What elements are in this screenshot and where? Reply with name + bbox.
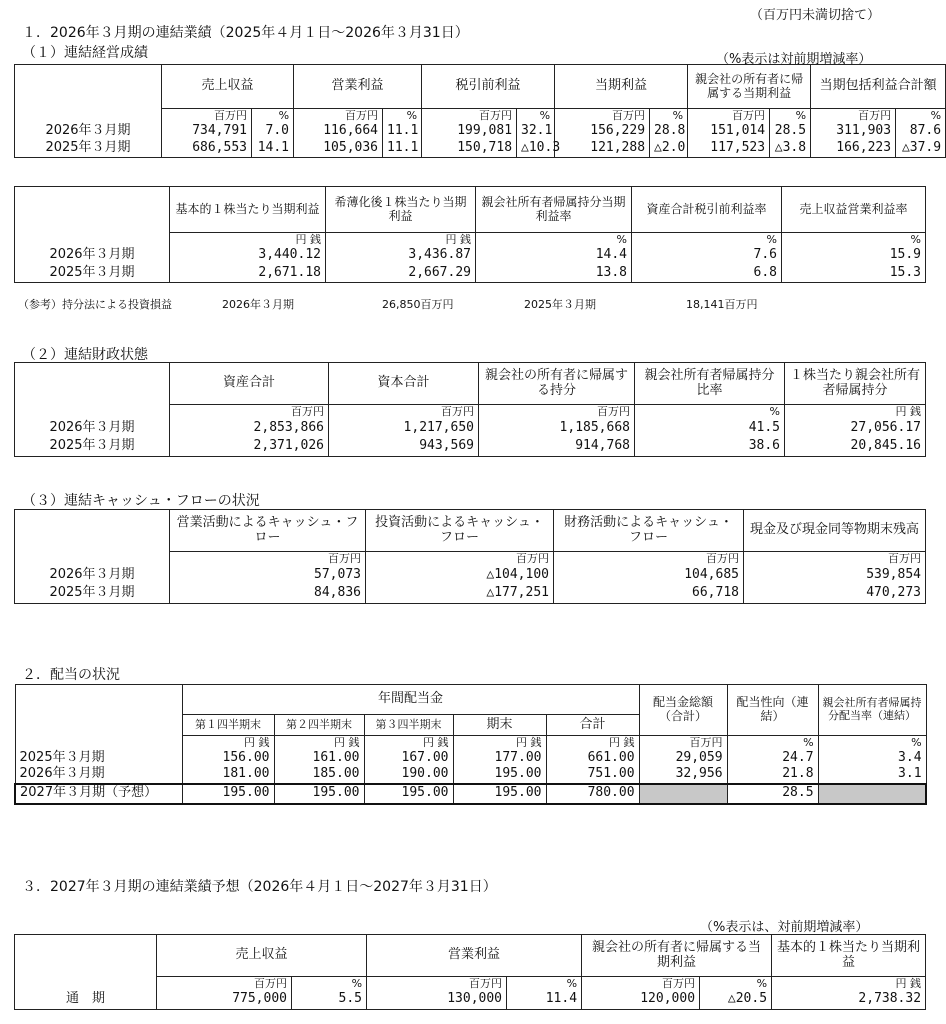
cell: 27,056.17 [785, 419, 926, 438]
cell: 130,000 [367, 991, 507, 1010]
row-label: 2026年３月期 [15, 419, 170, 438]
ref-period-2: 2025年３月期 [524, 298, 596, 311]
header-pretax-profit: 税引前利益 [422, 65, 555, 109]
cell: 780.00 [546, 784, 639, 804]
cell: 195.00 [453, 784, 546, 804]
cell: 24.7 [727, 750, 818, 767]
cell: 166,223 [811, 140, 896, 158]
cell: 66,718 [554, 585, 744, 604]
unit: 百万円 [555, 109, 650, 123]
unit: % [818, 736, 926, 750]
forecast-table [14, 934, 926, 1010]
cell: 539,854 [744, 566, 926, 585]
header-forecast-owners-profit: 親会社の所有者に帰属する当期利益 [582, 935, 772, 977]
cell: 751.00 [546, 767, 639, 784]
cell: 13.8 [476, 265, 632, 283]
header-net-profit: 当期利益 [555, 65, 688, 109]
header-total: 合計 [546, 715, 639, 736]
cell-blank-gray [639, 784, 727, 804]
unit: 円 銭 [785, 405, 926, 419]
cell: 1,185,668 [479, 419, 635, 438]
header-revenue: 売上収益 [162, 65, 294, 109]
pct-note: （%表示は対前期増減率） [716, 52, 872, 67]
subsection1-title: （１）連結経営成績 [22, 45, 148, 61]
unit-note: （百万円未満切捨て） [750, 8, 881, 23]
cell: 2,853,866 [170, 419, 329, 438]
header-q2: 第２四半期末 [274, 715, 364, 736]
unit: % [727, 736, 818, 750]
cell: 117,523 [688, 140, 770, 158]
cell: 156,229 [555, 123, 650, 140]
row-label: 2025年３月期 [15, 140, 162, 158]
unit: 百万円 [366, 552, 554, 566]
unit: 円 銭 [546, 736, 639, 750]
header-q3: 第３四半期末 [364, 715, 453, 736]
header-annual-dividend: 年間配当金 [182, 685, 639, 715]
cell: 311,903 [811, 123, 896, 140]
cell: 7.0 [252, 123, 294, 140]
cell: 2,671.18 [170, 265, 326, 283]
unit: 百万円 [582, 977, 700, 991]
unit: 百万円 [170, 552, 366, 566]
row-label: 2026年３月期 [15, 566, 170, 585]
cell: △2.0 [650, 140, 688, 158]
unit: 百万円 [554, 552, 744, 566]
cell: 943,569 [329, 438, 479, 457]
header-cash-end: 現金及び現金同等物期末残高 [744, 510, 926, 552]
unit: % [650, 109, 688, 123]
unit: 百万円 [688, 109, 770, 123]
cell: 195.00 [182, 784, 274, 804]
cell: 3,440.12 [170, 247, 326, 265]
forecast-pct-note: （%表示は、対前期増減率） [700, 920, 869, 935]
cell: 7.6 [632, 247, 782, 265]
cell: 32.1 [517, 123, 555, 140]
unit: % [700, 977, 772, 991]
cell: △10.3 [517, 140, 555, 158]
header-op-margin: 売上収益営業利益率 [782, 187, 926, 233]
ref-period-1: 2026年３月期 [222, 298, 294, 311]
subsection2-title: （２）連結財政状態 [22, 347, 148, 363]
cell: 11.1 [383, 140, 422, 158]
header-forecast-revenue: 売上収益 [157, 935, 367, 977]
row-label: 2026年３月期 [15, 767, 182, 784]
unit: 円 銭 [326, 233, 476, 247]
cell: 14.4 [476, 247, 632, 265]
subsection3-title: （３）連結キャッシュ・フローの状況 [22, 493, 260, 509]
cell: 661.00 [546, 750, 639, 767]
unit: 円 銭 [364, 736, 453, 750]
cell: 470,273 [744, 585, 926, 604]
unit: 百万円 [170, 405, 329, 419]
header-owners-profit: 親会社の所有者に帰属する当期利益 [688, 65, 811, 109]
header-diluted-eps: 希薄化後１株当たり当期利益 [326, 187, 476, 233]
header-comprehensive-income: 当期包括利益合計額 [811, 65, 946, 109]
cell: 2,371,026 [170, 438, 329, 457]
unit: 円 銭 [182, 736, 274, 750]
header-operating-cf: 営業活動によるキャッシュ・フロー [170, 510, 366, 552]
cell: 185.00 [274, 767, 364, 784]
cell: 29,059 [639, 750, 727, 767]
unit: % [383, 109, 422, 123]
cell: 775,000 [157, 991, 292, 1010]
header-roa: 資産合計税引前利益率 [632, 187, 782, 233]
cell: 14.1 [252, 140, 294, 158]
unit: 百万円 [367, 977, 507, 991]
cell: 87.6 [896, 123, 946, 140]
cell: 121,288 [555, 140, 650, 158]
row-label: 2025年３月期 [15, 750, 182, 767]
corner-cell [15, 65, 162, 109]
header-forecast-eps: 基本的１株当たり当期利益 [772, 935, 926, 977]
header-basic-eps: 基本的１株当たり当期利益 [170, 187, 326, 233]
header-doe: 親会社所有者帰属持分配当率（連結） [818, 685, 926, 736]
row-label: 2025年３月期 [15, 265, 170, 283]
cell: 41.5 [635, 419, 785, 438]
header-total-equity: 資本合計 [329, 363, 479, 405]
cell: 11.1 [383, 123, 422, 140]
header-year-end: 期末 [453, 715, 546, 736]
unit: 百万円 [811, 109, 896, 123]
section2-title: ２．配当の状況 [22, 667, 120, 683]
unit: 百万円 [162, 109, 252, 123]
header-operating-profit: 営業利益 [294, 65, 422, 109]
header-dividend-total: 配当金総額（合計） [639, 685, 727, 736]
cell: 195.00 [274, 784, 364, 804]
cell: 15.3 [782, 265, 926, 283]
cell: 38.6 [635, 438, 785, 457]
cell: 3.1 [818, 767, 926, 784]
unit: 円 銭 [453, 736, 546, 750]
cell: △37.9 [896, 140, 946, 158]
per-share-table [14, 186, 926, 283]
unit: % [632, 233, 782, 247]
cell: 105,036 [294, 140, 383, 158]
cell: 11.4 [507, 991, 582, 1010]
header-q1: 第１四半期末 [182, 715, 274, 736]
unit: % [770, 109, 811, 123]
header-payout-ratio: 配当性向（連結） [727, 685, 818, 736]
cell: 2,667.29 [326, 265, 476, 283]
header-investing-cf: 投資活動によるキャッシュ・フロー [366, 510, 554, 552]
ref-value-2: 18,141百万円 [686, 298, 758, 311]
cell: 734,791 [162, 123, 252, 140]
unit: 百万円 [479, 405, 635, 419]
unit: 百万円 [157, 977, 292, 991]
cell: 177.00 [453, 750, 546, 767]
cell: △3.8 [770, 140, 811, 158]
cell: 32,956 [639, 767, 727, 784]
cell: 116,664 [294, 123, 383, 140]
header-total-assets: 資産合計 [170, 363, 329, 405]
cell: 161.00 [274, 750, 364, 767]
cell: 686,553 [162, 140, 252, 158]
unit: % [517, 109, 555, 123]
cell: 28.5 [770, 123, 811, 140]
financial-position-table [14, 362, 926, 457]
unit: % [782, 233, 926, 247]
unit: % [476, 233, 632, 247]
ref-value-1: 26,850百万円 [382, 298, 454, 311]
cell: 20,845.16 [785, 438, 926, 457]
cell: 150,718 [422, 140, 517, 158]
header-bps: １株当たり親会社所有者帰属持分 [785, 363, 926, 405]
unit: 百万円 [639, 736, 727, 750]
operating-results-table [14, 64, 946, 158]
cell: 1,217,650 [329, 419, 479, 438]
row-label: 2025年３月期 [15, 438, 170, 457]
cell: △20.5 [700, 991, 772, 1010]
unit: % [896, 109, 946, 123]
row-label: 2026年３月期 [15, 123, 162, 140]
cell: 104,685 [554, 566, 744, 585]
cell: 914,768 [479, 438, 635, 457]
cell: 2,738.32 [772, 991, 926, 1010]
cell: △177,251 [366, 585, 554, 604]
cell: 120,000 [582, 991, 700, 1010]
cell: 3,436.87 [326, 247, 476, 265]
cell: 28.8 [650, 123, 688, 140]
unit: 円 銭 [274, 736, 364, 750]
unit: 百万円 [422, 109, 517, 123]
cell: 28.5 [727, 784, 818, 804]
cell: 84,836 [170, 585, 366, 604]
cell: 151,014 [688, 123, 770, 140]
row-label: 2025年３月期 [15, 585, 170, 604]
cell-blank-gray [818, 784, 926, 804]
cell: 167.00 [364, 750, 453, 767]
cell: 3.4 [818, 750, 926, 767]
equity-method-note: （参考）持分法による投資損益 [18, 298, 172, 311]
unit: 百万円 [744, 552, 926, 566]
header-owners-equity: 親会社の所有者に帰属する持分 [479, 363, 635, 405]
header-forecast-operating-profit: 営業利益 [367, 935, 582, 977]
cell: 21.8 [727, 767, 818, 784]
section3-title: ３．2027年３月期の連結業績予想（2026年４月１日～2027年３月31日） [22, 879, 497, 895]
cell: 195.00 [364, 784, 453, 804]
row-label-forecast: 2027年３月期（予想） [15, 784, 182, 804]
cell: 190.00 [364, 767, 453, 784]
header-roe: 親会社所有者帰属持分当期利益率 [476, 187, 632, 233]
cell: 156.00 [182, 750, 274, 767]
header-financing-cf: 財務活動によるキャッシュ・フロー [554, 510, 744, 552]
unit: 百万円 [294, 109, 383, 123]
unit: % [252, 109, 294, 123]
section1-title: １．2026年３月期の連結業績（2025年４月１日～2026年３月31日） [22, 25, 469, 41]
cell: △104,100 [366, 566, 554, 585]
cash-flow-table [14, 509, 926, 604]
unit: 百万円 [329, 405, 479, 419]
unit: % [507, 977, 582, 991]
cell: 15.9 [782, 247, 926, 265]
cell: 199,081 [422, 123, 517, 140]
unit: 円 銭 [170, 233, 326, 247]
cell: 181.00 [182, 767, 274, 784]
unit: % [635, 405, 785, 419]
cell: 57,073 [170, 566, 366, 585]
header-equity-ratio: 親会社所有者帰属持分比率 [635, 363, 785, 405]
row-label: 2026年３月期 [15, 247, 170, 265]
cell: 5.5 [292, 991, 367, 1010]
cell: 6.8 [632, 265, 782, 283]
row-label-full-year: 通 期 [15, 991, 157, 1010]
cell: 195.00 [453, 767, 546, 784]
dividends-table [14, 684, 927, 805]
unit: 円 銭 [772, 977, 926, 991]
unit: % [292, 977, 367, 991]
